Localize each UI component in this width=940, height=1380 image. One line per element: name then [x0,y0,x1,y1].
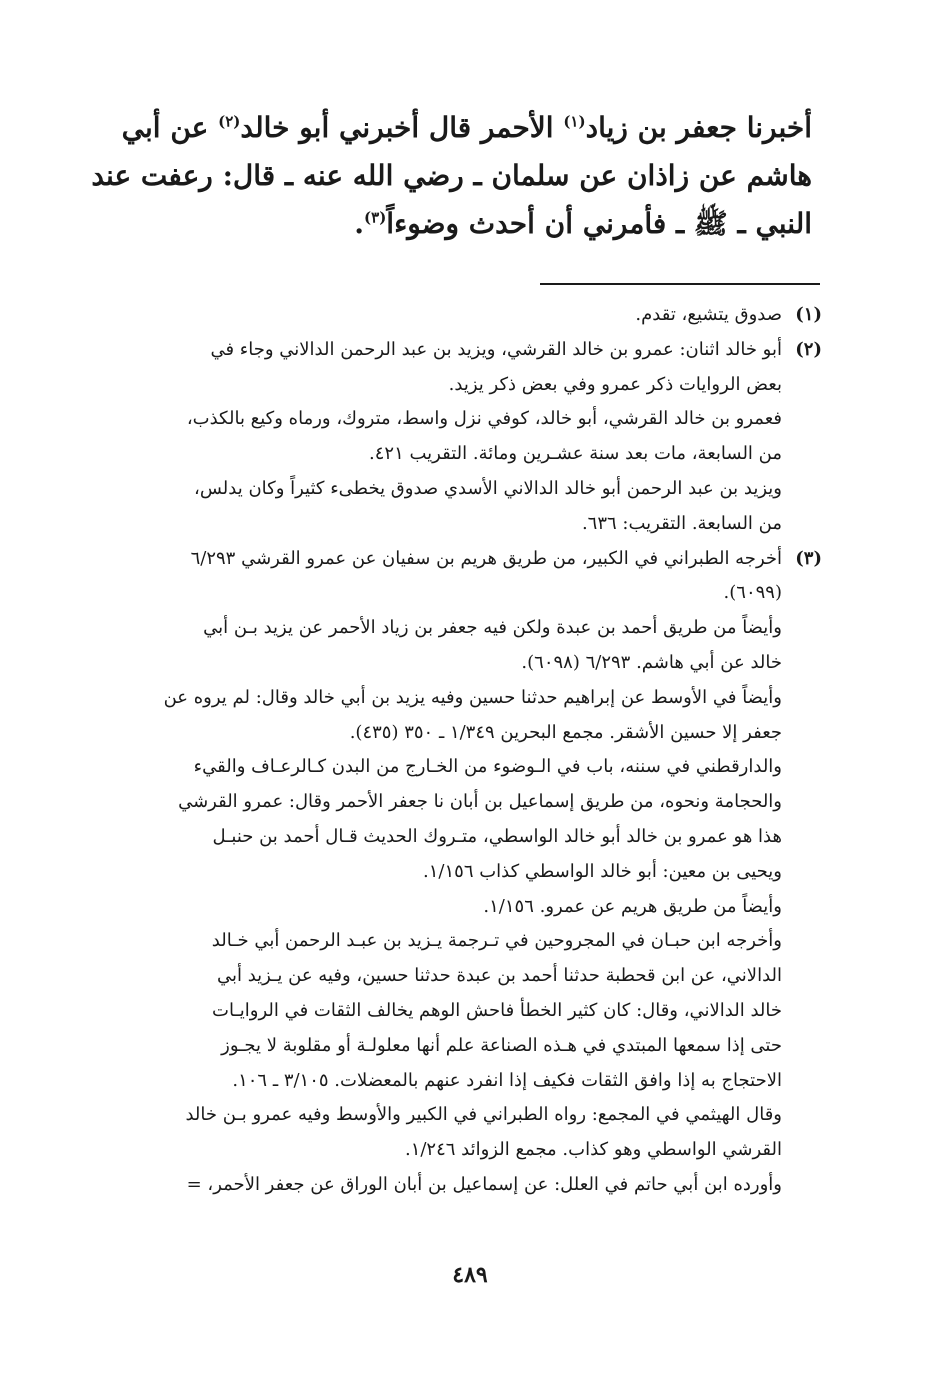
footnote-ref-1[interactable]: (١) [563,112,586,131]
footnote-number: (١) [795,304,822,325]
footnote-line: هذا هو عمرو بن خالد أبو خالد الواسطي، متـروك الحديث قـال أحمد بن حنبـل [212,825,782,847]
footnote-line: وقال الهيثمي في المجمع: رواه الطبراني في الكبير والأوسط وفيه عمرو بـن خالد [185,1104,782,1126]
footnote-line: ويزيد بن عبد الرحمن أبو خالد الدالاني الأسدي صدوق يخطىء كثيراً وكان يدلس، [194,477,782,499]
footnote-line: من السابعة، مات بعد سنة عشـرين ومائة. التقريب ٤٢١. [369,443,782,465]
footnote-line: من السابعة. التقريب: ٦٣٦. [581,512,782,534]
footnote-line: ويحيى بن معين: أبو خالد الواسطي كذاب ١/١٥٦. [423,860,782,882]
footnote-line: القرشي الواسطي وهو كذاب. مجمع الزوائد ١/٢٤٦. [404,1139,782,1161]
footnote-line: وأورده ابن أبي حاتم في العلل: عن إسماعيل بن أبان الوراق عن جعفر الأحمر، = [186,1173,782,1195]
hadith-text-segment: هاشم عن زاذان عن سلمان ـ رضي الله عنه ـ قال: رعفت عند [91,159,812,192]
footnote-line: أبو خالد اثنان: عمرو بن خالد القرشي، ويزيد بن عبد الرحمن الدالاني وجاء في [210,338,782,360]
page-number: ٤٨٩ [452,1262,488,1288]
footnote-separator [540,283,820,285]
footnote-line: وأخرجه ابن حبـان في المجروحين في تـرجمة يـزيد بن عبـد الرحمن أبي خـالد [211,930,782,952]
footnote-line: الاحتجاج به إذا وافق الثقات فكيف إذا انفرد عنهم بالمعضلات. ٣/١٠٥ ـ ١٠٦. [232,1069,782,1091]
footnote-number: (٢) [795,338,822,360]
hadith-line-2 [91,152,812,200]
footnote-3 [122,542,822,1203]
footnote-ref-2[interactable]: (٢) [218,112,241,131]
footnote-line: صدوق يتشيع، تقدم. [635,304,782,325]
footnote-line: (٦٠٩٩). [723,582,782,604]
hadith-line-1 [121,104,812,152]
footnote-line: وأيضاً من طريق أحمد بن عبدة ولكن فيه جعفر بن زياد الأحمر عن يزيد بـن أبي [203,617,782,639]
footnote-line: وأيضاً من طريق هريم عن عمرو. ١/١٥٦. [483,895,782,917]
footnote-line: الدالاني، عن ابن قحطبة حدثنا أحمد بن عبدة حدثنا حسين، وفيه عن يـزيد أبي [216,965,782,987]
hadith-end-mark: . [354,207,365,240]
footnote-line: بعض الروايات ذكر عمرو وفي بعض ذكر يزيد. [448,373,782,395]
footnote-number: (٣) [795,547,822,569]
footnotes-section [122,298,822,1203]
footnote-line: جعفر إلا حسين الأشقر. مجمع البحرين ١/٣٤٩ ـ ٣٥٠ (٤٣٥). [349,721,782,743]
footnote-line: أخرجه الطبراني في الكبير، من طريق هريم بن سفيان عن عمرو القرشي ٦/٢٩٣ [190,547,782,569]
footnote-2 [122,333,822,542]
footnote-line: خالد عن أبي هاشم. ٦/٢٩٣ (٦٠٩٨). [521,651,782,673]
hadith-text-segment: أخبرنا جعفر بن زياد [585,111,812,144]
hadith-text-segment: النبي ـ ﷺ ـ فأمرني أن أحدث وضوءاً [386,207,812,240]
footnote-1 [122,298,822,333]
hadith-text-segment: عن أبي [121,111,209,144]
hadith-text [91,104,812,248]
footnote-ref-3[interactable]: (٣) [364,208,387,227]
footnote-line: وأيضاً في الأوسط عن إبراهيم حدثنا حسين وفيه يزيد بن أبي خالد وقال: لم يروه عن [163,686,782,708]
footnote-line: والحجامة ونحوه، من طريق إسماعيل بن أبان نا جعفر الأحمر وقال: عمرو القرشي [178,791,782,813]
footnote-line: والدارقطني في سننه، باب في الـوضوء من الخـارج من البدن كـالرعـاف والقيء [193,756,782,778]
hadith-text-segment: الأحمر قال أخبرني أبو خالد [240,111,554,144]
footnote-line: فعمرو بن خالد القرشي، أبو خالد، كوفي نزل واسط، متروك، ورماه وكيع بالكذب، [186,408,782,430]
hadith-line-3 [132,200,812,248]
footnote-line: خالد الدالاني، وقال: كان كثير الخطأ فاحش الوهم يخالف الثقات في الروايـات [212,999,782,1021]
footnote-line: حتى إذا سمعها المبتدي في هـذه الصناعة علم أنها معلولـة أو مقلوبة لا يجـوز [221,1034,782,1056]
